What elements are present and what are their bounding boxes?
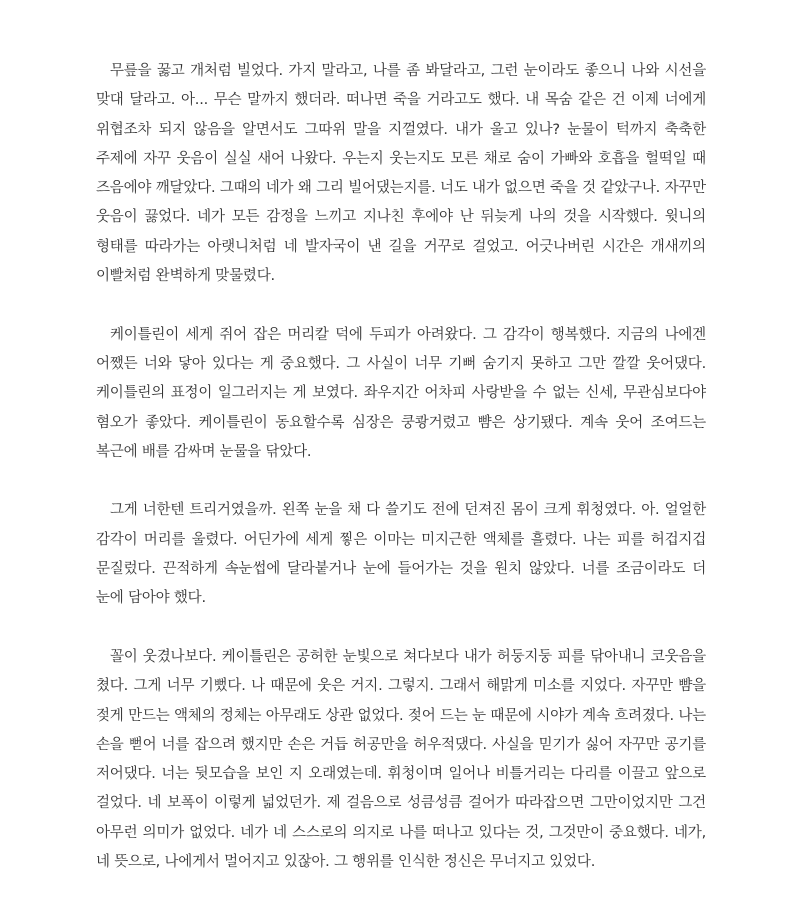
paragraph-4: 꼴이 웃겼나보다. 케이틀린은 공허한 눈빛으로 쳐다보다 내가 허둥지둥 피를 닦아내니 코웃음을 쳤다. 그게 너무 기뻤다. 나 때문에 웃은 거지. 그렇지. 그래서 해맑게 미소를 지었다. 자꾸만 뺨을 젖게 만드는 액체의 정체는 아무래도 상관 없었다. 젖어 드는 눈 때문에 시야가 계속 흐려졌다. 나는 손을 뻗어 너를 잡으려 했지만 손은 거듭 허공만을 허우적댔다. 사실을 믿기가 싫어 자꾸만 공기를 저어댔다. 너는 뒷모습을 보인 지 오래였는데. 휘청이며 일어나 비틀거리는 다리를 이끌고 앞으로 걸었다. 네 보폭이 이렇게 넓었던가. 제 걸음으로 성큼성큼 걸어가 따라잡으면 그만이었지만 그건 아무런 의미가 없었다. 네가 네 스스로의 의지로 나를 떠나고 있다는 것, 그것만이 중요했다. 네가, 네 뜻으로, 나에게서 멀어지고 있잖아. 그 행위를 인식한 정신은 무너지고 있었다. xyxy=(96,648,706,871)
paragraph-3: 그게 너한텐 트리거였을까. 왼쪽 눈을 채 다 쓸기도 전에 던져진 몸이 크게 휘청였다. 아. 얼얼한 감각이 머리를 울렸다. 어딘가에 세게 찧은 이마는 미지근한 액체를 흘렸다. 나는 피를 허겁지겁 문질렀다. 끈적하게 속눈썹에 달라붙거나 눈에 들어가는 것을 원치 않았다. 너를 조금이라도 더 눈에 담아야 했다. xyxy=(96,502,707,607)
paragraph-2: 케이틀린이 세게 쥐어 잡은 머리칼 덕에 두피가 아려왔다. 그 감각이 행복했다. 지금의 나에겐 어쨌든 너와 닿아 있다는 게 중요했다. 그 사실이 너무 기뻐 숨기지 못하고 그만 깔깔 웃어댔다. 케이틀린의 표정이 일그러지는 게 보였다. 좌우지간 어차피 사랑받을 수 없는 신세, 무관심보다야 혐오가 좋았다. 케이틀린이 동요할수록 심장은 쿵쾅거렸고 뺨은 상기됐다. 계속 웃어 조여드는 복근에 배를 감싸며 눈물을 닦았다. xyxy=(96,326,706,460)
paragraph-1: 무릎을 꿇고 개처럼 빌었다. 가지 말라고, 나를 좀 봐달라고, 그런 눈이라도 좋으니 나와 시선을 맞대 달라고. 아... 무슨 말까지 했더라. 떠나면 죽을 거라고도 했다. 내 목숨 같은 건 이제 너에게 위협조차 되지 않음을 알면서도 그따위 말을 지껄였다. 내가 울고 있나? 눈물이 턱까지 축축한 주제에 자꾸 웃음이 실실 새어 나왔다. 우는지 웃는지도 모른 채로 숨이 가빠와 호흡을 헐떡일 때 즈음에야 깨달았다. 그때의 네가 왜 그리 빌어댔는지를. 너도 내가 없으면 죽을 것 같았구나. 자꾸만 웃음이 끓었다. 네가 모든 감정을 느끼고 지나친 후에야 난 뒤늦게 나의 것을 시작했다. 윗니의 형태를 따라가는 아랫니처럼 네 발자국이 낸 길을 거꾸로 걸었고. 어긋나버린 시간은 개새끼의 이빨처럼 완벽하게 맞물렸다. xyxy=(96,63,707,285)
story-text xyxy=(96,57,706,907)
